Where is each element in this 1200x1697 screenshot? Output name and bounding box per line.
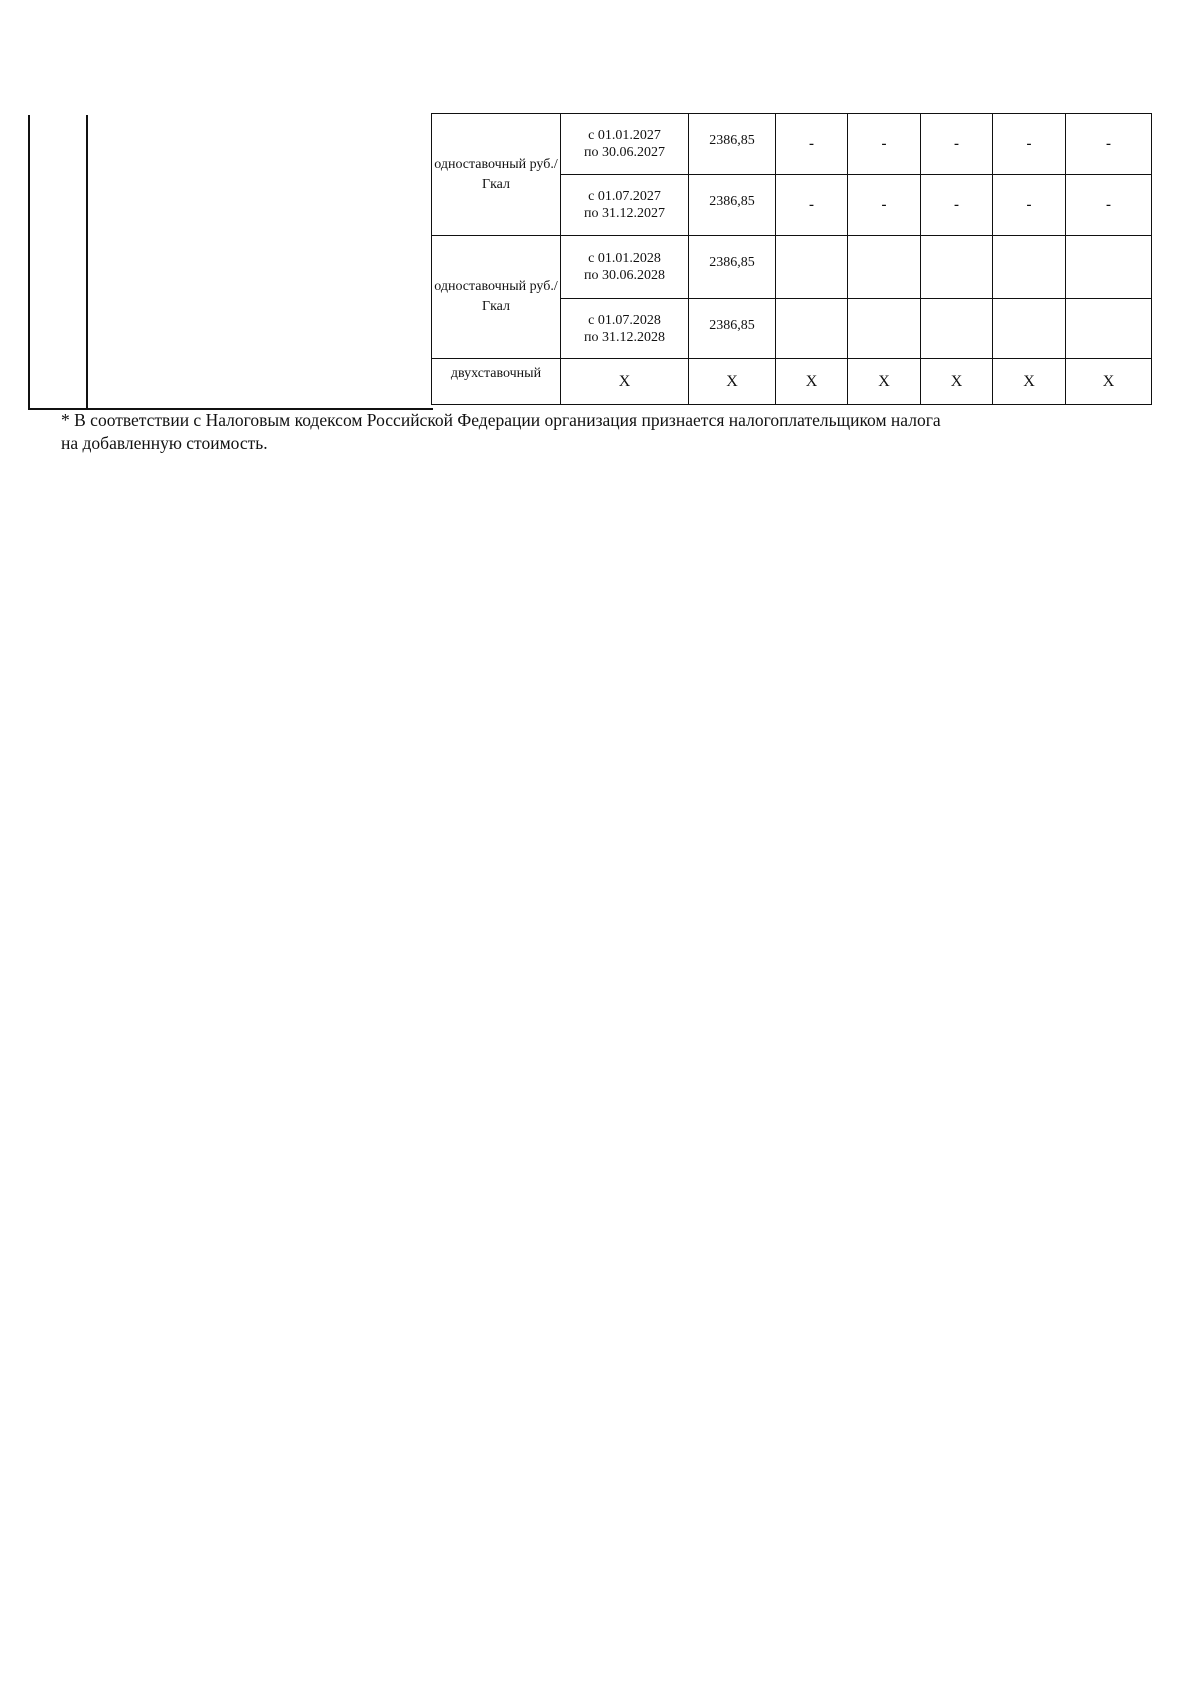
table-cell: X [689, 359, 776, 405]
table-cell [848, 299, 921, 359]
tariff-type-cell [432, 114, 561, 236]
table-cell [921, 299, 993, 359]
period-to: по 31.12.2028 [584, 329, 665, 345]
tariff-type-cell [432, 236, 561, 359]
table-cell: X [561, 359, 689, 405]
table-cell: - [993, 175, 1066, 236]
period-cell [561, 114, 689, 175]
table-row [432, 114, 1152, 175]
period-to: по 31.12.2027 [584, 206, 665, 221]
tariff-table [431, 113, 1152, 405]
tariff-value: 2386,85 [689, 299, 776, 359]
table-cell [1066, 236, 1152, 299]
table-cell [993, 299, 1066, 359]
tariff-value: 2386,85 [689, 236, 776, 299]
footnote-line-1: * В соответствии с Налоговым кодексом Российской Федерации организация признается налогоплательщиком налога [61, 410, 941, 430]
table-cell: - [921, 114, 993, 175]
table-cell: X [848, 359, 921, 405]
table-row-two-rate [432, 359, 1152, 405]
tariff-type-cell [432, 359, 561, 405]
period-cell [561, 236, 689, 299]
table-cell [848, 236, 921, 299]
table-cell: - [993, 114, 1066, 175]
table-cell: X [776, 359, 848, 405]
table-cell: - [848, 114, 921, 175]
tariff-type-label: двухставочный [450, 366, 542, 381]
footnote-line-2: на добавленную стоимость. [61, 433, 268, 453]
table-cell: - [848, 175, 921, 236]
table-cell: X [993, 359, 1066, 405]
table-cell: X [1066, 359, 1152, 405]
table-cell: - [1066, 114, 1152, 175]
table-cell [921, 236, 993, 299]
table-cell: - [921, 175, 993, 236]
period-from: с 01.01.2028 [588, 251, 661, 266]
table-cell: X [921, 359, 993, 405]
table-cell [776, 236, 848, 299]
period-cell [561, 299, 689, 359]
table-left-border [28, 115, 30, 410]
period-from: с 01.01.2027 [588, 128, 661, 143]
table-cell [776, 299, 848, 359]
table-column-divider-1 [86, 115, 88, 410]
table-cell [993, 236, 1066, 299]
table-cell: - [776, 175, 848, 236]
table-cell: - [1066, 175, 1152, 236]
period-cell [561, 175, 689, 236]
tariff-type-label: одноставочный руб./Гкал [434, 156, 558, 192]
tariff-value: 2386,85 [689, 114, 776, 175]
period-from: с 01.07.2028 [588, 312, 661, 328]
table-cell [1066, 299, 1152, 359]
table-row [432, 236, 1152, 299]
tariff-type-label: одноставочный руб./Гкал [434, 279, 558, 314]
table-cell: - [776, 114, 848, 175]
tariff-value: 2386,85 [689, 175, 776, 236]
footnote [61, 409, 1141, 455]
period-to: по 30.06.2028 [584, 268, 665, 283]
period-from: с 01.07.2027 [588, 189, 661, 204]
period-to: по 30.06.2027 [584, 145, 665, 160]
